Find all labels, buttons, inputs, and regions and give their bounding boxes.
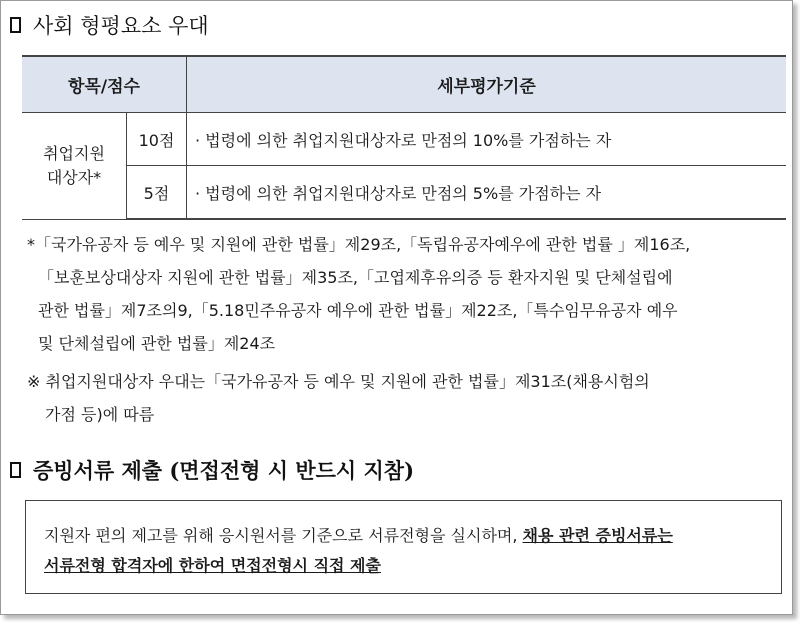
header-item-score: 항목/점수 xyxy=(22,56,187,113)
section-title-text: 사회 형평요소 우대 xyxy=(33,14,209,38)
square-bullet-icon xyxy=(10,17,21,33)
notice-line xyxy=(44,551,771,581)
detail-cell: · 법령에 의한 취업지원대상자로 만점의 10%를 가점하는 자 xyxy=(187,113,787,166)
legal-notes xyxy=(27,228,797,431)
square-bullet-icon xyxy=(10,462,21,478)
reference-note-line: 가점 등)에 따름 xyxy=(45,405,155,424)
category-label: 취업지원 대상자* xyxy=(43,143,105,187)
table-row xyxy=(22,166,786,220)
score-cell: 10점 xyxy=(127,113,187,166)
table-row xyxy=(22,113,786,166)
notice-text: 지원자 편의 제고를 위해 응시원서를 기준으로 서류전형을 실시하며, xyxy=(44,526,523,545)
notice-emphasis: 서류전형 합격자에 한하여 면접전형시 직접 제출 xyxy=(44,556,381,575)
table-header-row xyxy=(22,56,786,113)
note-line: 및 단체설립에 관한 법률」제24조 xyxy=(38,334,276,353)
note-line: 「보훈보상대상자 지원에 관한 법률」제35조,「고엽제후유의증 등 환자지원 및 단체설립에 xyxy=(38,268,673,287)
score-cell: 5점 xyxy=(127,166,187,220)
notice-box xyxy=(25,500,782,594)
note-line: 관한 법률」제7조의9,「5.18민주유공자 예우에 관한 법률」제22조,「특수임무유공자 예우 xyxy=(38,301,678,320)
notice-emphasis: 채용 관련 증빙서류는 xyxy=(522,526,673,545)
category-cell xyxy=(22,113,127,220)
section-title-documents xyxy=(10,455,414,485)
evaluation-table xyxy=(22,55,786,220)
header-detail-criteria: 세부평가기준 xyxy=(187,56,787,113)
section-title-social-equity xyxy=(10,10,209,40)
reference-note-line: ※ 취업지원대상자 우대는「국가유공자 등 예우 및 지원에 관한 법률」제31조(채용시험의 xyxy=(27,372,650,391)
note-line: *「국가유공자 등 예우 및 지원에 관한 법률」제29조,「독립유공자예우에 관한 법률 」제16조, xyxy=(27,235,691,254)
notice-line xyxy=(44,521,771,551)
detail-cell: · 법령에 의한 취업지원대상자로 만점의 5%를 가점하는 자 xyxy=(187,166,787,220)
section-title-text: 증빙서류 제출 (면접전형 시 반드시 지참) xyxy=(33,458,415,483)
